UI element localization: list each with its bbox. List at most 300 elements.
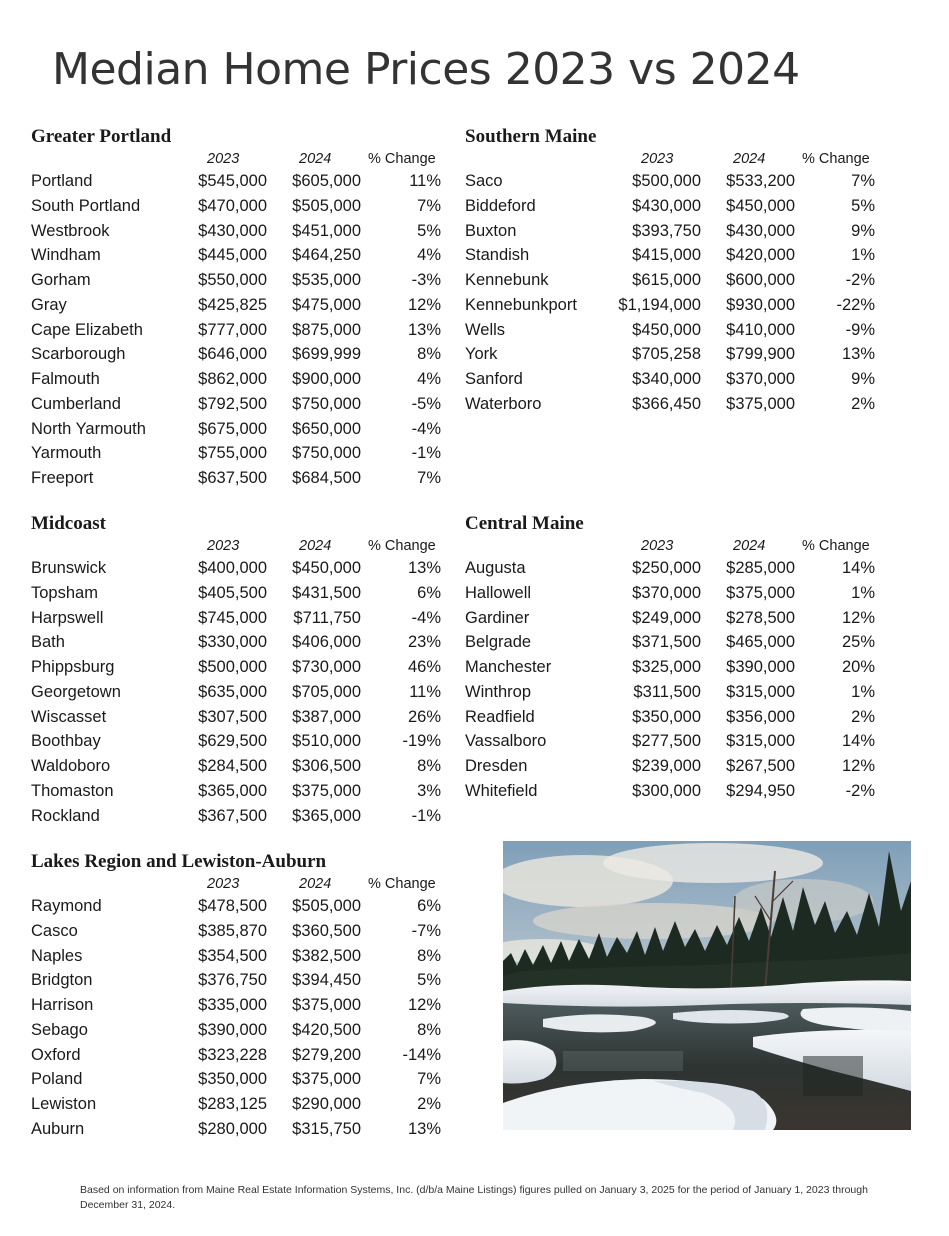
- town-name: Cape Elizabeth: [31, 320, 143, 339]
- table-row: [465, 293, 879, 318]
- town-name: Bath: [31, 633, 65, 652]
- price-2023: $755,000: [198, 444, 267, 463]
- region-midcoast: [31, 512, 445, 828]
- table-row: [465, 655, 879, 680]
- town-name: Cumberland: [31, 394, 121, 413]
- price-2024: $290,000: [292, 1095, 361, 1113]
- town-name: Hallowell: [465, 583, 532, 602]
- percent-change: 6%: [417, 897, 441, 915]
- column-header-change: % Change: [802, 151, 870, 167]
- town-name: Standish: [465, 246, 530, 265]
- price-2023: $284,500: [198, 757, 267, 775]
- table-row: [465, 630, 879, 655]
- price-2024: $365,000: [292, 806, 361, 825]
- town-name: Dresden: [465, 757, 528, 775]
- table-row: [31, 417, 445, 442]
- price-2023: $430,000: [632, 196, 701, 215]
- percent-change: 8%: [417, 1020, 441, 1039]
- price-2023: $335,000: [198, 996, 267, 1014]
- table-row: [465, 194, 879, 219]
- percent-change: 2%: [417, 1095, 441, 1113]
- region-greater-portland: [31, 125, 445, 491]
- town-name: Boothbay: [31, 732, 101, 751]
- percent-change: 13%: [407, 559, 441, 577]
- table-row: [465, 556, 879, 581]
- table-row: [31, 919, 445, 944]
- percent-change: 11%: [409, 682, 441, 701]
- column-header-2024: 2024: [733, 151, 766, 167]
- town-name: Harrison: [31, 996, 94, 1014]
- price-2023: $425,825: [198, 295, 267, 314]
- region-lakes-lewiston-auburn: [31, 850, 445, 1142]
- town-name: Georgetown: [31, 682, 121, 701]
- percent-change: 20%: [841, 658, 875, 676]
- town-name: Belgrade: [465, 633, 532, 652]
- price-2023: $445,000: [198, 246, 267, 265]
- price-2024: $315,750: [292, 1119, 361, 1138]
- winter-river-forest-image: [503, 841, 911, 1130]
- price-2023: $311,500: [633, 682, 701, 701]
- column-header-row: [31, 536, 445, 556]
- town-name: Whitefield: [465, 781, 538, 800]
- percent-change: -7%: [411, 921, 441, 940]
- price-2023: $862,000: [198, 370, 267, 388]
- percent-change: 13%: [407, 1119, 441, 1138]
- percent-change: 2%: [851, 394, 875, 413]
- percent-change: 7%: [417, 196, 441, 215]
- source-footnote: Based on information from Maine Real Estate Information Systems, Inc. (d/b/a Maine Listings) figures pulled on January 3, 2025 for the period of January 1, 2023 through December 31, 2024.: [80, 1184, 868, 1211]
- price-2024: $450,000: [726, 196, 795, 215]
- price-2023: $250,000: [632, 559, 701, 577]
- table-row: [31, 367, 445, 392]
- percent-change: -9%: [845, 320, 875, 339]
- price-2023: $340,000: [632, 370, 701, 388]
- region-title: Southern Maine: [465, 126, 597, 147]
- price-2024: $505,000: [292, 196, 361, 215]
- percent-change: 12%: [841, 757, 875, 775]
- price-2023: $745,000: [198, 608, 267, 627]
- price-2023: $500,000: [198, 658, 267, 676]
- price-2023: $675,000: [198, 419, 267, 438]
- column-header-change: % Change: [368, 151, 436, 167]
- price-2023: $325,000: [632, 658, 701, 676]
- percent-change: -1%: [411, 806, 441, 825]
- town-name: Gray: [31, 295, 67, 314]
- percent-change: 3%: [417, 781, 441, 800]
- column-header-change: % Change: [368, 538, 436, 554]
- percent-change: 5%: [417, 971, 441, 990]
- percent-change: -19%: [402, 732, 441, 751]
- price-2023: $430,000: [198, 221, 267, 240]
- percent-change: 14%: [841, 559, 875, 577]
- price-2024: $684,500: [292, 469, 361, 487]
- price-2024: $420,500: [292, 1020, 361, 1039]
- price-2024: $387,000: [292, 707, 361, 726]
- price-2024: $535,000: [292, 271, 361, 289]
- price-2023: $545,000: [198, 172, 267, 190]
- price-2023: $450,000: [632, 320, 701, 339]
- price-2023: $283,125: [198, 1095, 267, 1113]
- town-name: Wiscasset: [31, 707, 107, 726]
- percent-change: 9%: [851, 221, 875, 240]
- region-southern-maine: [465, 125, 879, 417]
- price-2023: $277,500: [632, 732, 701, 751]
- price-2023: $500,000: [632, 172, 701, 190]
- price-2023: $629,500: [198, 732, 267, 751]
- percent-change: 8%: [417, 757, 441, 775]
- percent-change: -3%: [411, 271, 441, 289]
- percent-change: -4%: [411, 608, 441, 627]
- town-name: Waldoboro: [31, 757, 111, 775]
- table-row: [465, 169, 879, 194]
- table-row: [31, 655, 445, 680]
- price-2023: $323,228: [198, 1045, 267, 1064]
- percent-change: 4%: [417, 246, 441, 265]
- percent-change: -2%: [845, 781, 875, 800]
- price-2024: $464,250: [292, 246, 361, 265]
- table-row: [31, 169, 445, 194]
- table-row: [31, 441, 445, 466]
- table-row: [31, 1018, 445, 1043]
- price-2024: $451,000: [292, 221, 361, 240]
- price-2024: $370,000: [726, 370, 795, 388]
- percent-change: -5%: [411, 394, 441, 413]
- region-title: Lakes Region and Lewiston-Auburn: [31, 851, 327, 872]
- table-row: [31, 194, 445, 219]
- town-name: Winthrop: [465, 682, 532, 701]
- table-row: [31, 219, 445, 244]
- column-header-change: % Change: [802, 538, 870, 554]
- percent-change: 9%: [851, 370, 875, 388]
- town-name: Biddeford: [465, 196, 536, 215]
- percent-change: 25%: [841, 633, 875, 652]
- percent-change: 26%: [407, 707, 441, 726]
- town-name: North Yarmouth: [31, 419, 146, 438]
- price-2024: $375,000: [726, 394, 795, 413]
- table-row: [31, 680, 445, 705]
- price-2024: $279,200: [292, 1045, 361, 1064]
- percent-change: -22%: [836, 295, 875, 314]
- table-row: [31, 606, 445, 631]
- town-name: Sanford: [465, 370, 523, 388]
- price-2023: $550,000: [198, 271, 267, 289]
- price-2024: $360,500: [292, 921, 361, 940]
- price-2023: $350,000: [632, 707, 701, 726]
- price-2024: $505,000: [292, 897, 361, 915]
- percent-change: 14%: [841, 732, 875, 751]
- table-row: [31, 1092, 445, 1117]
- percent-change: 2%: [851, 707, 875, 726]
- price-2023: $400,000: [198, 559, 267, 577]
- table-row: [31, 293, 445, 318]
- town-name: Portland: [31, 172, 93, 190]
- region-central-maine: [465, 512, 879, 804]
- percent-change: -4%: [411, 419, 441, 438]
- table-row: [31, 1117, 445, 1142]
- table-row: [31, 729, 445, 754]
- town-name: Freeport: [31, 469, 94, 487]
- percent-change: 23%: [407, 633, 441, 652]
- price-table: [31, 556, 445, 828]
- column-header-row: [31, 149, 445, 169]
- price-2024: $600,000: [726, 271, 795, 289]
- column-header-row: [465, 536, 879, 556]
- price-2024: $406,000: [292, 633, 361, 652]
- price-2024: $750,000: [292, 444, 361, 463]
- table-row: [465, 219, 879, 244]
- table-row: [31, 318, 445, 343]
- price-2024: $375,000: [292, 1070, 361, 1089]
- price-2023: $300,000: [632, 781, 701, 800]
- region-title: Midcoast: [31, 513, 106, 534]
- price-2024: $711,750: [293, 608, 361, 627]
- price-2024: $382,500: [292, 946, 361, 965]
- price-2023: $705,258: [632, 345, 701, 364]
- price-2024: $900,000: [292, 370, 361, 388]
- price-2024: $430,000: [726, 221, 795, 240]
- price-2023: $637,500: [198, 469, 267, 487]
- column-header-2023: 2023: [207, 538, 240, 554]
- price-2023: $393,750: [632, 221, 701, 240]
- town-name: York: [465, 345, 498, 364]
- price-2024: $294,950: [726, 781, 795, 800]
- town-name: Topsham: [31, 583, 98, 602]
- town-name: Manchester: [465, 658, 552, 676]
- town-name: Falmouth: [31, 370, 100, 388]
- price-table: [31, 894, 445, 1142]
- town-name: Gorham: [31, 271, 91, 289]
- percent-change: 1%: [851, 682, 875, 701]
- column-header-2024: 2024: [299, 538, 332, 554]
- price-2023: $330,000: [198, 633, 267, 652]
- table-row: [31, 993, 445, 1018]
- town-name: Casco: [31, 921, 78, 940]
- table-row: [31, 268, 445, 293]
- price-2024: $730,000: [292, 658, 361, 676]
- town-name: Vassalboro: [465, 732, 547, 751]
- town-name: Windham: [31, 246, 101, 265]
- price-2024: $420,000: [726, 246, 795, 265]
- price-2024: $315,000: [726, 682, 795, 701]
- price-2024: $799,900: [726, 345, 795, 364]
- percent-change: 6%: [417, 583, 441, 602]
- price-2023: $280,000: [198, 1119, 267, 1138]
- column-header-2024: 2024: [299, 876, 332, 892]
- price-2024: $650,000: [292, 419, 361, 438]
- price-2023: $350,000: [198, 1070, 267, 1089]
- price-2023: $307,500: [198, 707, 267, 726]
- table-row: [465, 754, 879, 779]
- price-2024: $285,000: [726, 559, 795, 577]
- table-row: [31, 968, 445, 993]
- table-row: [31, 804, 445, 829]
- town-name: Raymond: [31, 897, 102, 915]
- price-2023: $367,500: [198, 806, 267, 825]
- price-2024: $930,000: [726, 295, 795, 314]
- table-row: [465, 606, 879, 631]
- percent-change: 12%: [407, 996, 441, 1014]
- town-name: Harpswell: [31, 608, 104, 627]
- table-row: [465, 243, 879, 268]
- price-2024: $356,000: [726, 707, 795, 726]
- price-2023: $478,500: [198, 897, 267, 915]
- price-2023: $635,000: [198, 682, 267, 701]
- town-name: Augusta: [465, 559, 526, 577]
- price-2023: $354,500: [198, 946, 267, 965]
- region-title: Greater Portland: [31, 126, 172, 147]
- percent-change: 1%: [851, 583, 875, 602]
- percent-change: 7%: [851, 172, 875, 190]
- price-2024: $375,000: [726, 583, 795, 602]
- price-2024: $699,999: [292, 345, 361, 364]
- price-2024: $465,000: [726, 633, 795, 652]
- price-2024: $375,000: [292, 996, 361, 1014]
- town-name: Kennebunkport: [465, 295, 577, 314]
- column-header-2023: 2023: [641, 151, 674, 167]
- town-name: Oxford: [31, 1045, 81, 1064]
- percent-change: 7%: [417, 1070, 441, 1089]
- percent-change: 8%: [417, 946, 441, 965]
- column-header-2023: 2023: [207, 151, 240, 167]
- price-2023: $615,000: [632, 271, 701, 289]
- town-name: Buxton: [465, 221, 517, 240]
- town-name: Naples: [31, 946, 83, 965]
- table-row: [31, 1067, 445, 1092]
- town-name: Yarmouth: [31, 444, 102, 463]
- price-2023: $365,000: [198, 781, 267, 800]
- price-2024: $375,000: [292, 781, 361, 800]
- price-2024: $533,200: [726, 172, 795, 190]
- town-name: Kennebunk: [465, 271, 549, 289]
- table-row: [31, 754, 445, 779]
- table-row: [465, 392, 879, 417]
- town-name: Gardiner: [465, 608, 530, 627]
- table-row: [465, 680, 879, 705]
- percent-change: 46%: [407, 658, 441, 676]
- price-2023: $646,000: [198, 345, 267, 364]
- table-row: [31, 581, 445, 606]
- town-name: Westbrook: [31, 221, 110, 240]
- town-name: Saco: [465, 172, 503, 190]
- price-2024: $410,000: [726, 320, 795, 339]
- price-2024: $510,000: [292, 732, 361, 751]
- price-2023: $385,870: [198, 921, 267, 940]
- town-name: Lewiston: [31, 1095, 97, 1113]
- town-name: Phippsburg: [31, 658, 115, 676]
- town-name: Bridgton: [31, 971, 93, 990]
- price-2023: $415,000: [632, 246, 701, 265]
- table-row: [31, 392, 445, 417]
- price-table: [465, 556, 879, 804]
- price-2023: $405,500: [198, 583, 267, 602]
- table-row: [31, 894, 445, 919]
- table-row: [31, 556, 445, 581]
- price-2023: $792,500: [198, 394, 267, 413]
- percent-change: 4%: [417, 370, 441, 388]
- price-2023: $376,750: [198, 971, 267, 990]
- price-2023: $366,450: [632, 394, 701, 413]
- price-2023: $470,000: [198, 196, 267, 215]
- table-row: [31, 705, 445, 730]
- percent-change: 1%: [851, 246, 875, 265]
- price-2024: $705,000: [292, 682, 361, 701]
- region-title: Central Maine: [465, 513, 584, 534]
- town-name: Sebago: [31, 1020, 88, 1039]
- price-2024: $475,000: [292, 295, 361, 314]
- price-2023: $370,000: [632, 583, 701, 602]
- percent-change: 8%: [417, 345, 441, 364]
- town-name: Brunswick: [31, 559, 107, 577]
- table-row: [31, 779, 445, 804]
- column-header-2023: 2023: [641, 538, 674, 554]
- table-row: [465, 367, 879, 392]
- town-name: Rockland: [31, 806, 100, 825]
- price-2024: $605,000: [292, 172, 361, 190]
- percent-change: 12%: [407, 295, 441, 314]
- town-name: Waterboro: [465, 394, 542, 413]
- price-2024: $431,500: [292, 583, 361, 602]
- town-name: Scarborough: [31, 345, 126, 364]
- price-2024: $315,000: [726, 732, 795, 751]
- town-name: Poland: [31, 1070, 83, 1089]
- column-header-row: [31, 874, 445, 894]
- percent-change: -14%: [402, 1045, 441, 1064]
- price-2024: $390,000: [726, 658, 795, 676]
- column-header-2023: 2023: [207, 876, 240, 892]
- percent-change: 7%: [417, 469, 441, 487]
- town-name: South Portland: [31, 196, 141, 215]
- price-2024: $450,000: [292, 559, 361, 577]
- page-title: Median Home Prices 2023 vs 2024: [52, 44, 800, 95]
- town-name: Auburn: [31, 1119, 85, 1138]
- price-2023: $371,500: [632, 633, 701, 652]
- column-header-change: % Change: [368, 876, 436, 892]
- price-table: [465, 169, 879, 417]
- table-row: [31, 1043, 445, 1068]
- price-2024: $278,500: [726, 608, 795, 627]
- table-row: [465, 729, 879, 754]
- price-2023: $249,000: [632, 608, 701, 627]
- price-2023: $390,000: [198, 1020, 267, 1039]
- price-2023: $1,194,000: [618, 295, 701, 314]
- town-name: Readfield: [465, 707, 535, 726]
- table-row: [465, 779, 879, 804]
- table-row: [465, 581, 879, 606]
- town-name: Thomaston: [31, 781, 114, 800]
- table-row: [465, 705, 879, 730]
- percent-change: 5%: [417, 221, 441, 240]
- table-row: [465, 342, 879, 367]
- price-2023: $777,000: [198, 320, 267, 339]
- table-row: [31, 243, 445, 268]
- price-2024: $267,500: [726, 757, 795, 775]
- table-row: [465, 318, 879, 343]
- table-row: [465, 268, 879, 293]
- table-row: [31, 944, 445, 969]
- percent-change: 5%: [851, 196, 875, 215]
- percent-change: 13%: [841, 345, 875, 364]
- percent-change: 12%: [841, 608, 875, 627]
- price-2024: $306,500: [292, 757, 361, 775]
- column-header-row: [465, 149, 879, 169]
- price-2024: $875,000: [292, 320, 361, 339]
- price-2024: $394,450: [292, 971, 361, 990]
- table-row: [31, 466, 445, 491]
- table-row: [31, 342, 445, 367]
- percent-change: -1%: [411, 444, 441, 463]
- price-2023: $239,000: [632, 757, 701, 775]
- table-row: [31, 630, 445, 655]
